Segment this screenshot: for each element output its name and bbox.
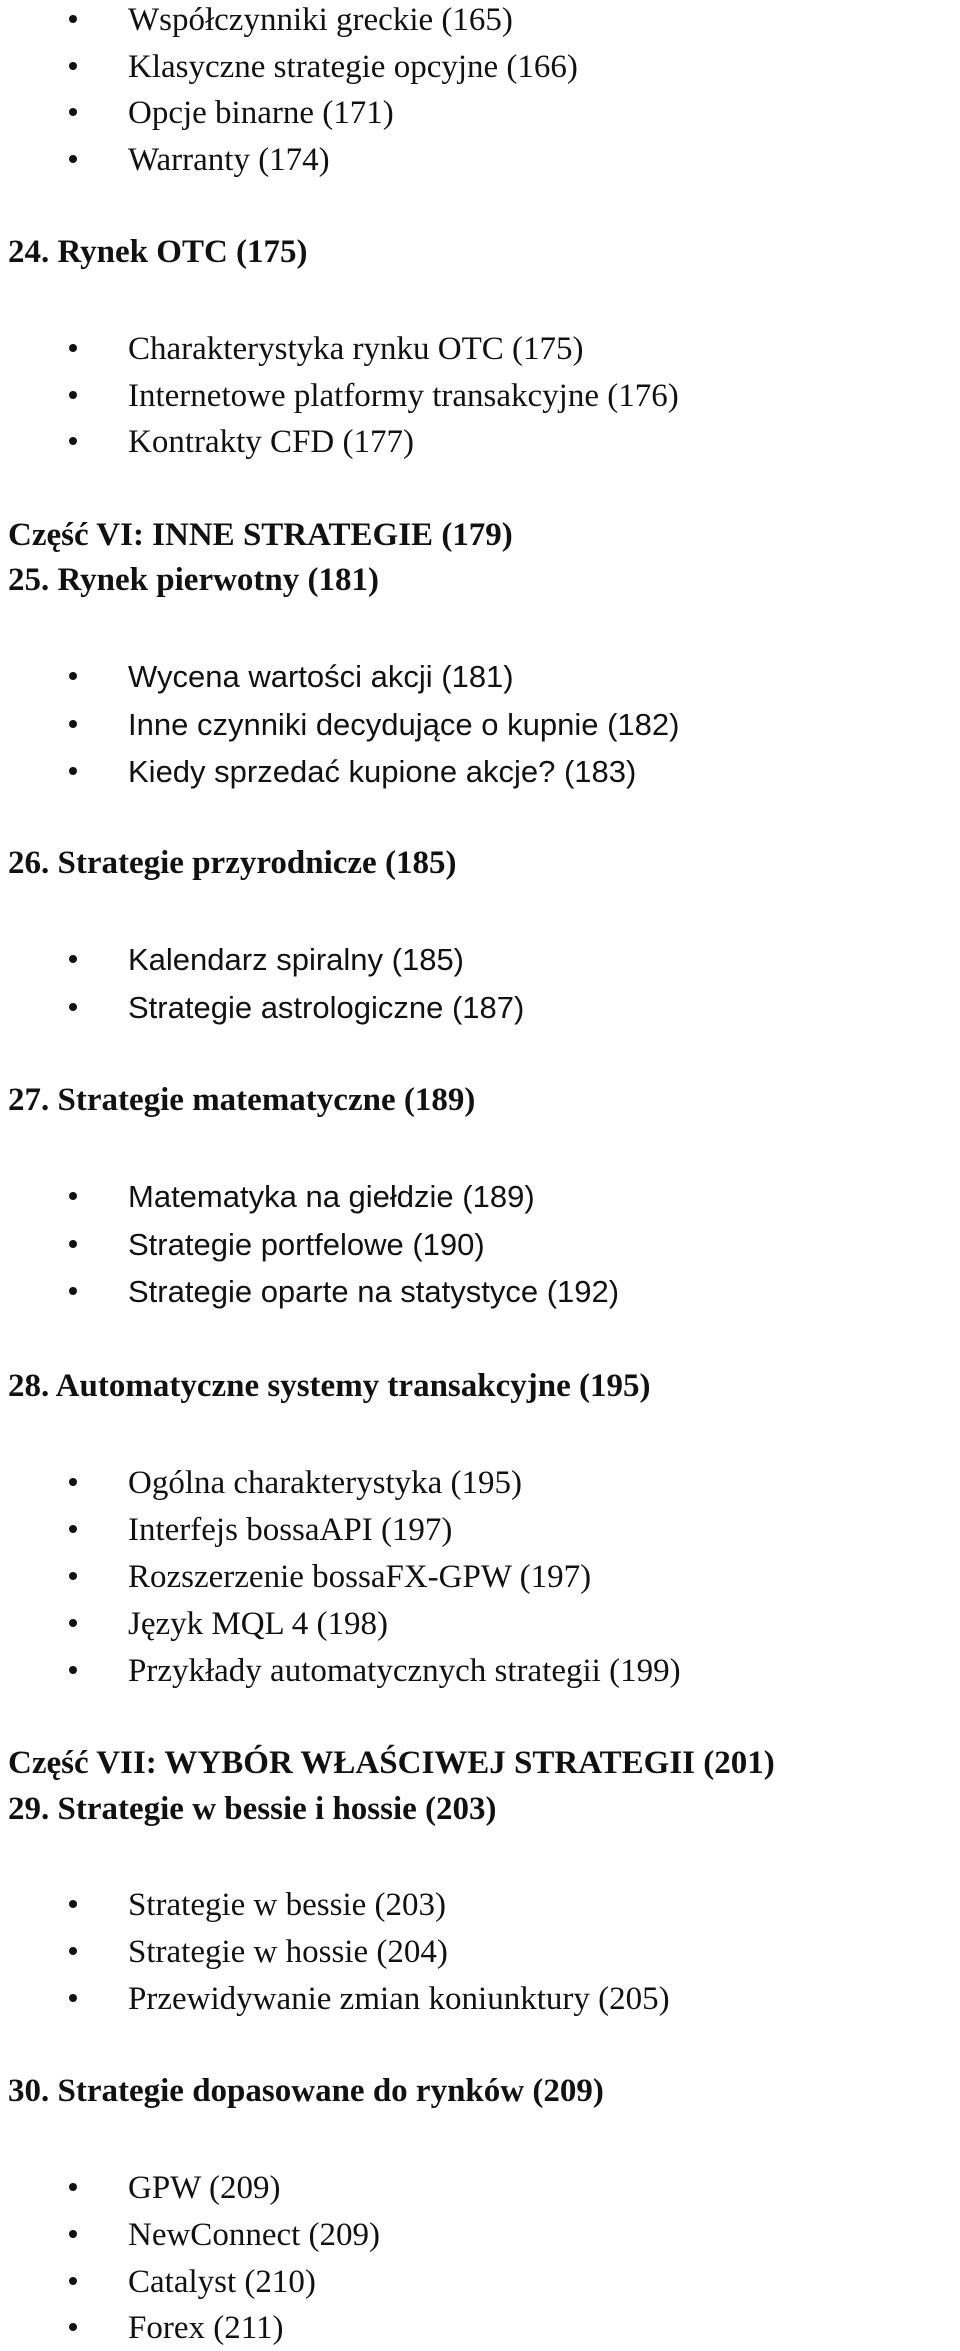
bullet-icon	[69, 1572, 77, 1580]
bullet-icon	[69, 1900, 77, 1908]
toc-item-newconnect: NewConnect (209)	[128, 2217, 381, 2253]
toc-item-charakterystyka-rynku-otc: Charakterystyka rynku OTC (175)	[128, 331, 584, 367]
bullet-icon	[69, 1478, 77, 1486]
bullet-icon	[69, 767, 77, 775]
toc-item-catalyst: Catalyst (210)	[128, 2264, 316, 2300]
bullet-icon	[69, 2183, 77, 2191]
chapter-heading-27: 27. Strategie matematyczne (189)	[8, 1082, 476, 1118]
chapter-heading-29: 29. Strategie w bessie i hossie (203)	[8, 1791, 497, 1827]
bullet-icon	[69, 720, 77, 728]
toc-item-interfejs-bossaapi: Interfejs bossaAPI (197)	[128, 1512, 453, 1548]
bullet-icon	[69, 1947, 77, 1955]
bullet-icon	[69, 108, 77, 116]
bullet-icon	[69, 155, 77, 163]
toc-item-kalendarz-spiralny: Kalendarz spiralny (185)	[128, 942, 465, 977]
toc-item-przyklady-strategii: Przykłady automatycznych strategii (199)	[128, 1653, 681, 1689]
toc-item-wycena-wartosci-akcji: Wycena wartości akcji (181)	[128, 659, 514, 694]
toc-item-kiedy-sprzedac: Kiedy sprzedać kupione akcje? (183)	[128, 754, 637, 789]
toc-item-wspolczynniki-greckie: Współczynniki greckie (165)	[128, 2, 513, 38]
bullet-icon	[69, 1994, 77, 2002]
toc-item-strategie-astrologiczne: Strategie astrologiczne (187)	[128, 990, 525, 1025]
bullet-icon	[69, 2277, 77, 2285]
bullet-icon	[69, 1003, 77, 1011]
toc-item-ogolna-charakterystyka: Ogólna charakterystyka (195)	[128, 1465, 523, 1501]
bullet-icon	[69, 1525, 77, 1533]
toc-item-strategie-w-hossie: Strategie w hossie (204)	[128, 1934, 448, 1970]
toc-item-strategie-statystyka: Strategie oparte na statystyce (192)	[128, 1274, 620, 1309]
toc-item-internetowe-platformy: Internetowe platformy transakcyjne (176)	[128, 378, 679, 414]
bullet-icon	[69, 437, 77, 445]
bullet-icon	[69, 1287, 77, 1295]
toc-item-kontrakty-cfd: Kontrakty CFD (177)	[128, 424, 414, 460]
bullet-icon	[69, 15, 77, 23]
bullet-icon	[69, 344, 77, 352]
chapter-heading-25: 25. Rynek pierwotny (181)	[8, 562, 379, 598]
toc-item-matematyka-na-gieldzie: Matematyka na giełdzie (189)	[128, 1179, 535, 1214]
chapter-heading-30: 30. Strategie dopasowane do rynków (209)	[8, 2073, 604, 2109]
toc-item-forex: Forex (211)	[128, 2310, 284, 2346]
part-heading-vii: Część VII: WYBÓR WŁAŚCIWEJ STRATEGII (201)	[8, 1745, 775, 1781]
bullet-icon	[69, 2323, 77, 2331]
toc-item-klasyczne-strategie-opcyjne: Klasyczne strategie opcyjne (166)	[128, 49, 578, 85]
bullet-icon	[69, 955, 77, 963]
toc-item-rozszerzenie-bossafx: Rozszerzenie bossaFX-GPW (197)	[128, 1559, 592, 1595]
bullet-icon	[69, 1666, 77, 1674]
bullet-icon	[69, 672, 77, 680]
chapter-heading-24: 24. Rynek OTC (175)	[8, 234, 308, 270]
bullet-icon	[69, 391, 77, 399]
bullet-icon	[69, 1192, 77, 1200]
toc-item-warranty: Warranty (174)	[128, 142, 330, 178]
toc-item-przewidywanie-zmian: Przewidywanie zmian koniunktury (205)	[128, 1981, 670, 2017]
chapter-heading-26: 26. Strategie przyrodnicze (185)	[8, 845, 457, 881]
chapter-heading-28: 28. Automatyczne systemy transakcyjne (195)	[8, 1368, 651, 1404]
toc-item-opcje-binarne: Opcje binarne (171)	[128, 95, 394, 131]
bullet-icon	[69, 62, 77, 70]
bullet-icon	[69, 1619, 77, 1627]
toc-item-strategie-w-bessie: Strategie w bessie (203)	[128, 1887, 446, 1923]
toc-item-jezyk-mql4: Język MQL 4 (198)	[128, 1606, 388, 1642]
part-heading-vi: Część VI: INNE STRATEGIE (179)	[8, 517, 513, 553]
bullet-icon	[69, 2230, 77, 2238]
toc-item-gpw: GPW (209)	[128, 2170, 281, 2206]
bullet-icon	[69, 1240, 77, 1248]
toc-item-inne-czynniki: Inne czynniki decydujące o kupnie (182)	[128, 707, 680, 742]
toc-item-strategie-portfelowe: Strategie portfelowe (190)	[128, 1227, 485, 1262]
